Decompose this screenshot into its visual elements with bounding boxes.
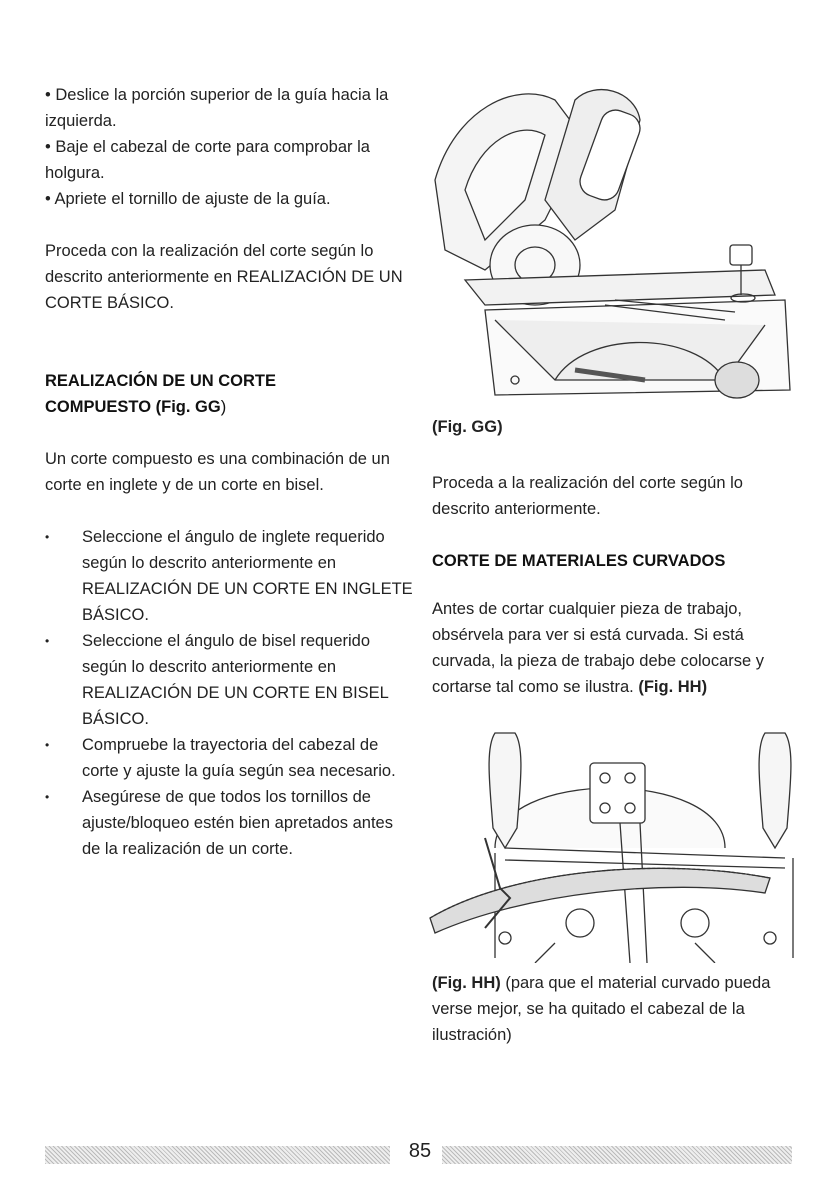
proceed-text: Proceda a la realización del corte según lo descrito anteriormente. bbox=[432, 474, 743, 518]
steps-list bbox=[45, 524, 415, 862]
fig-hh-label: (Fig. HH) bbox=[432, 974, 501, 992]
list-item: • Seleccione el ángulo de inglete requerido según lo descrito anteriormente en REALIZACIÓN DE UN CORTE EN INGLETE BÁSICO. bbox=[45, 524, 415, 628]
page-number: 85 bbox=[408, 1140, 432, 1162]
proceed-paragraph: Proceda con la realización del corte según lo descrito anteriormente en REALIZACIÓN DE UN CORTE BÁSICO. bbox=[45, 242, 403, 312]
footer-bar-right bbox=[442, 1146, 792, 1164]
section-heading-curved: CORTE DE MATERIALES CURVADOS bbox=[432, 552, 726, 570]
fig-gg-illustration bbox=[425, 80, 805, 410]
intro-line: • Apriete el tornillo de ajuste de la guía. bbox=[45, 190, 331, 208]
heading-line-2: COMPUESTO (Fig. GG bbox=[45, 398, 221, 416]
left-column bbox=[45, 82, 415, 862]
list-item: • Compruebe la trayectoria del cabezal de corte y ajuste la guía según sea necesario. bbox=[45, 732, 415, 784]
fig-hh-caption-text: (para que el material curvado pueda verse mejor, se ha quitado el cabezal de la ilustración) bbox=[432, 974, 771, 1044]
fig-hh-caption bbox=[432, 970, 802, 1048]
right-column-top bbox=[432, 414, 802, 700]
fig-hh-caption-block bbox=[432, 970, 802, 1048]
list-item: • Seleccione el ángulo de bisel requerido según lo descrito anteriormente en REALIZACIÓN DE UN CORTE EN BISEL BÁSICO. bbox=[45, 628, 415, 732]
section-heading bbox=[45, 368, 415, 420]
heading-line-1: REALIZACIÓN DE UN CORTE bbox=[45, 372, 276, 390]
fig-gg-caption: (Fig. GG) bbox=[432, 418, 503, 436]
fig-hh-illustration bbox=[425, 728, 805, 963]
curved-paragraph bbox=[432, 596, 802, 700]
heading-line-2-tail: ) bbox=[220, 398, 227, 416]
compound-description: Un corte compuesto es una combinación de un corte en inglete y de un corte en bisel. bbox=[45, 450, 390, 494]
curved-ref: (Fig. HH) bbox=[638, 678, 708, 696]
list-item: • Asegúrese de que todos los tornillos de ajuste/bloqueo estén bien apretados antes de la realización de un corte. bbox=[45, 784, 415, 862]
intro-line: • Baje el cabezal de corte para comprobar la holgura. bbox=[45, 138, 370, 182]
footer-bar-left bbox=[45, 1146, 390, 1164]
curved-text: Antes de cortar cualquier pieza de trabajo, obsérvela para ver si está curvada. Si está curvada, la pieza de trabajo debe colocarse y cortarse tal como se ilustra. bbox=[432, 600, 765, 696]
intro-line: • Deslice la porción superior de la guía hacia la izquierda. bbox=[45, 86, 389, 130]
